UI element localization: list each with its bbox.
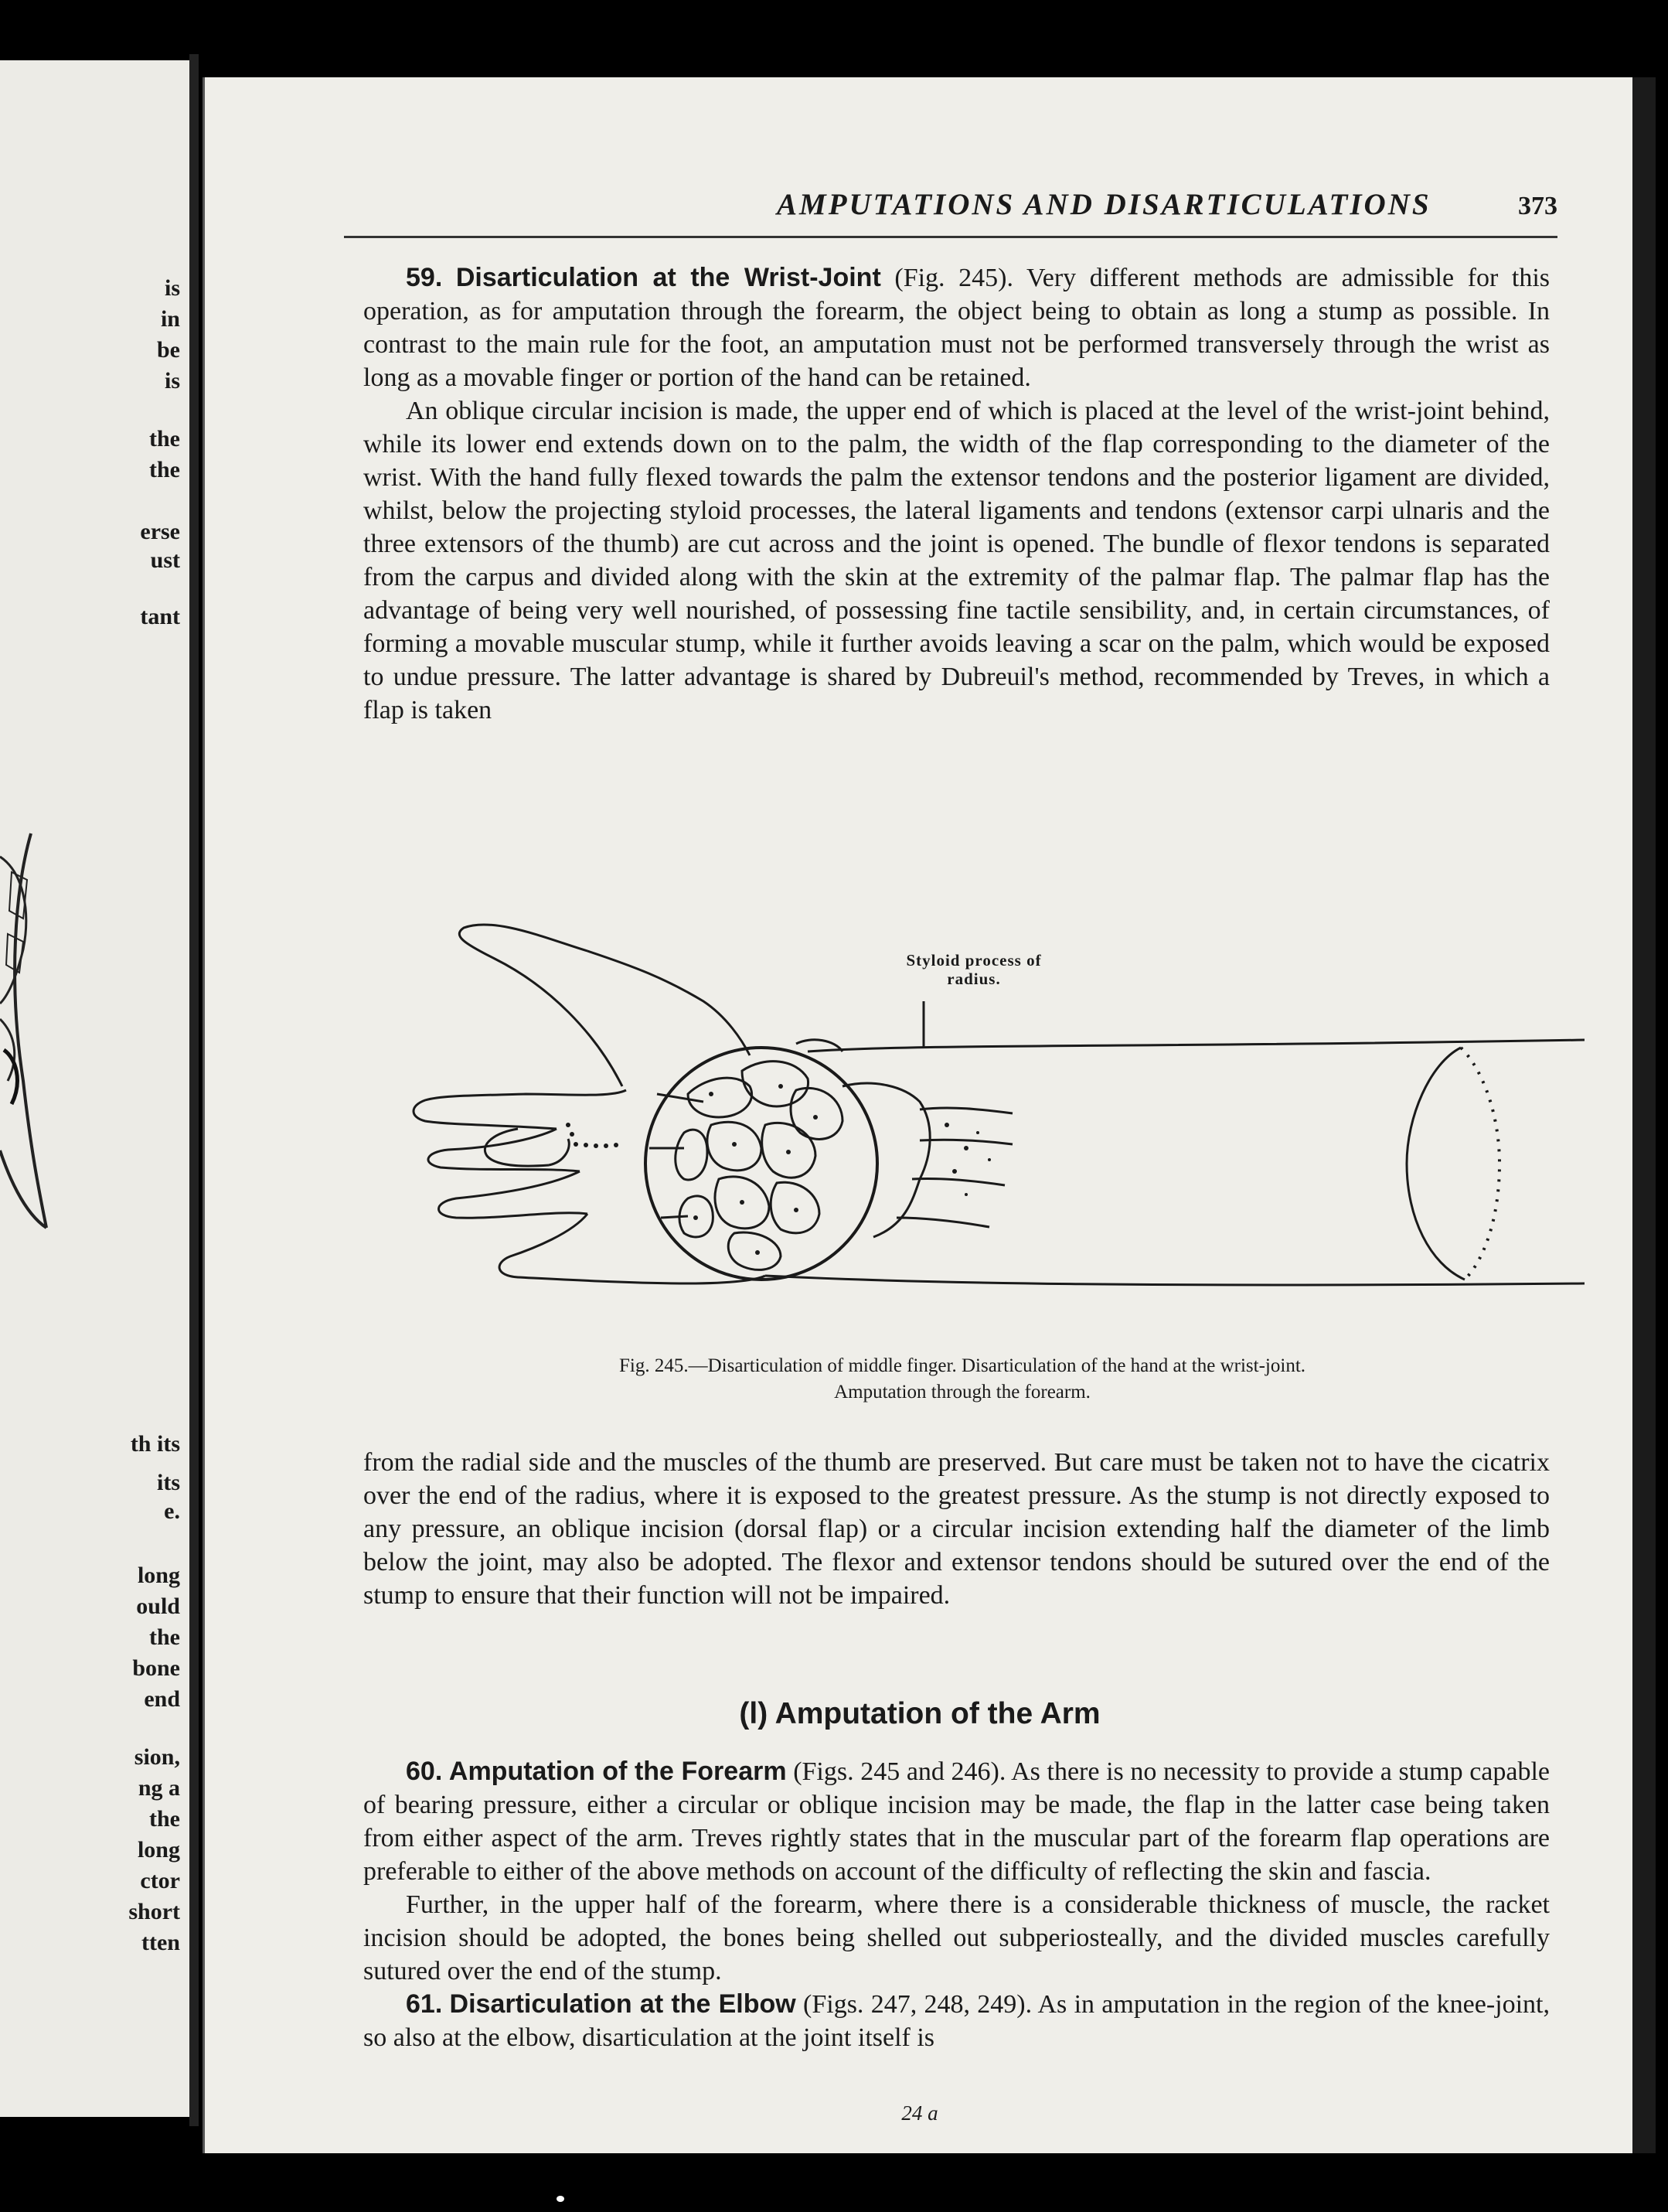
running-title: AMPUTATIONS AND DISARTICULATIONS	[777, 188, 1431, 221]
section-number: 59.	[406, 263, 443, 292]
left-text-line: erse	[140, 519, 180, 544]
page-edge-shadow	[1632, 77, 1656, 2153]
figure-reference: (Fig. 245).	[894, 264, 1013, 292]
left-text-line: tant	[140, 604, 180, 629]
left-text-line: short	[128, 1899, 180, 1924]
section-title: Disarticulation at the Wrist-Joint	[455, 263, 881, 292]
left-text-line: the	[149, 1624, 180, 1650]
left-text-line: long	[137, 1563, 180, 1588]
paragraph-text: (Figs. 247, 248, 249). As in amputation in the region of the knee-joint, so also at the elbow, disarticulation at the joint itself is	[363, 1990, 1550, 2052]
paragraph: An oblique circular incision is made, the upper end of which is placed at the level of the wrist-joint behind, while its lower end extends down on to the palm, the width of the flap corresponding to the diameter of the wrist. With the hand fully flexed towards the palm the extensor tendons and the posterior ligament are divided, whilst, below the projecting styloid processes, the lateral ligaments and tendons (extensor carpi ulnaris and the three extensors of the thumb) are cut across and the joint is opened. The bundle of flexor tendons is separated from the carpus and divided along with the skin at the extremity of the palmar flap. The palmar flap has the advantage of being very well nourished, of possessing fine tactile sensibility, and, in certain circumstances, of forming a movable muscular stump, while it further avoids leaving a scar on the palm, which would be exposed to undue pressure. The latter advantage is shared by Dubreuil's method, recommended by Treves, in which a flap is taken	[363, 397, 1550, 724]
figure-caption-line: Fig. 245.—Disarticulation of middle finger. Disarticulation of the hand at the wrist-joint.	[618, 1355, 1306, 1376]
left-facing-page	[0, 60, 189, 2117]
left-text-line: is	[164, 275, 180, 301]
signature-mark: 24 a	[901, 2101, 938, 2125]
page-gutter	[189, 54, 199, 2126]
left-text-line: long	[137, 1837, 180, 1863]
left-text-line: ould	[136, 1593, 180, 1619]
left-text-line: ng a	[138, 1775, 180, 1801]
page-number: 373	[1518, 192, 1557, 220]
header-rule	[344, 236, 1557, 238]
figure-caption-line: Amputation through the forearm.	[834, 1382, 1091, 1403]
left-text-line: its	[157, 1470, 180, 1495]
left-page-figure-fragment	[0, 826, 189, 1290]
left-text-line: bone	[132, 1655, 180, 1681]
section-heading: (l) Amputation of the Arm	[739, 1697, 1101, 1730]
page-header	[344, 187, 1557, 226]
left-text-line: the	[149, 457, 180, 482]
paragraph	[363, 1755, 1550, 1888]
section-60-61-text	[363, 1755, 1550, 2054]
left-text-line: sion,	[134, 1744, 180, 1770]
paragraph: Further, in the upper half of the forearm, where there is a considerable thickness of muscle, the racket incision should be adopted, the bones being shelled out subperiosteally, and the divided muscles carefully sutured over the end of the stump.	[363, 1890, 1550, 1985]
main-page	[203, 77, 1635, 2153]
figure-caption	[344, 1353, 1581, 1406]
left-text-line: the	[149, 426, 180, 452]
left-text-line: in	[160, 306, 180, 332]
paragraph-text: (Figs. 245 and 246). As there is no necessity to provide a stump capable of bearing pressure, either a circular or oblique incision may be made, the flap in the latter case being taken from either aspect of the arm. Treves rightly states that in the muscular part of the forearm flap operations are preferable to either of the above methods on account of the difficulty of reflecting the skin and fascia.	[363, 1757, 1551, 1886]
paragraph	[363, 261, 1550, 394]
left-text-line: tten	[141, 1930, 180, 1955]
paragraph	[363, 1988, 1550, 2054]
figure-245	[379, 893, 1585, 1341]
section-title: Disarticulation at the Elbow	[449, 1989, 796, 2019]
paragraph: from the radial side and the muscles of the thumb are preserved. But care must be taken not to have the cicatrix over the end of the radius, where it is exposed to the greatest pressure. As the stump is not directly exposed to any pressure, an oblique incision (dorsal flap) or a circular incision extending half the diameter of the limb below the joint, may also be adopted. The flexor and extensor tendons should be sutured over the end of the stump to ensure that their function will not be impaired.	[363, 1448, 1550, 1610]
section-title: Amputation of the Forearm	[448, 1757, 787, 1786]
section-number: 61.	[406, 1989, 443, 2019]
left-text-line: e.	[164, 1498, 180, 1524]
section-number: 60.	[406, 1757, 443, 1786]
left-text-line: be	[157, 337, 180, 363]
paragraph-text: Very different methods are admissible for this operation, as for amputation through the forearm, the object being to obtain as long a stump as possible. In contrast to the main rule for the foot, an amputation must not be performed transversely through the wrist as long as a movable finger or portion of the hand can be retained.	[363, 264, 1551, 392]
left-text-line: end	[144, 1686, 180, 1712]
left-text-line: ust	[150, 547, 180, 573]
left-text-line: is	[164, 368, 180, 394]
section-59-continuation	[363, 1446, 1550, 1612]
figure-callout-label: Styloid process of radius.	[906, 951, 1042, 988]
scan-artifact	[557, 2196, 564, 2202]
left-text-line: the	[149, 1806, 180, 1832]
left-text-line: th its	[130, 1431, 180, 1457]
left-text-line: ctor	[140, 1868, 180, 1893]
section-59-text	[363, 261, 1550, 727]
